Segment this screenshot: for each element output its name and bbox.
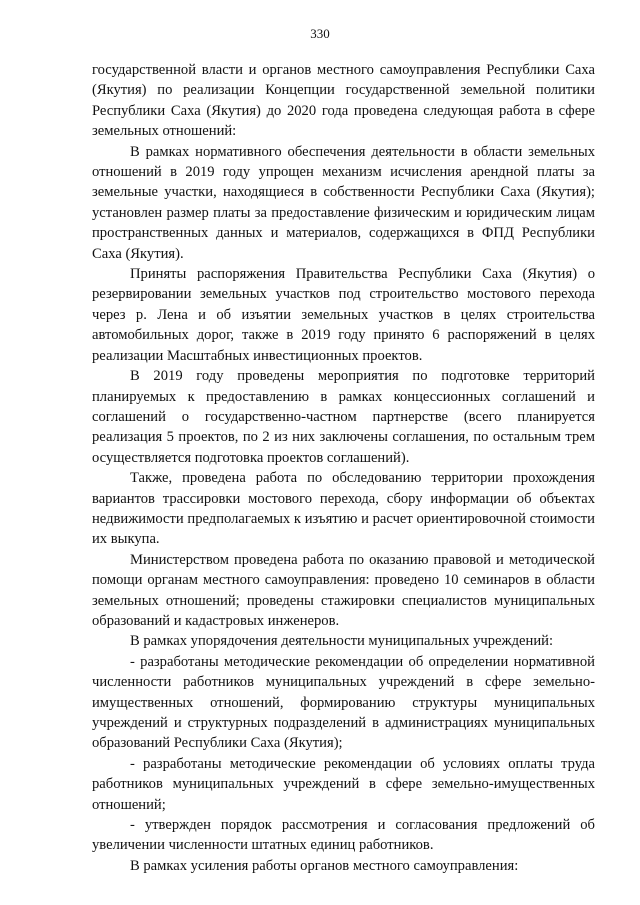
paragraph-concessions: В 2019 году проведены мероприятия по подготовке территорий планируемых к предоставлению в рамках концессионных соглашений и соглашений о государственно-частном партнерстве (всего планируется реализация 5 проектов, по 2 из них заключены соглашения, по остальным трем осуществляется подготовка проектов соглашений). <box>92 368 595 466</box>
paragraph-orders: Приняты распоряжения Правительства Республики Саха (Якутия) о резервировании земельных участков под строительство мостового перехода через р. Лена и об изъятии земельных участков в целях строительства автомобильных дорог, также в 2019 году принято 6 распоряжений в целях реализации Масштабных инвестиционных проектов. <box>92 266 595 364</box>
paragraph-ministry-help: Министерством проведена работа по оказанию правовой и методической помощи органам местного самоуправления: проведено 10 семинаров в области земельных отношений; проведены стажировки специалистов муниципальных образований и кадастровых инженеров. <box>92 551 595 629</box>
page-number: 330 <box>310 26 330 41</box>
paragraph-intro: государственной власти и органов местного самоуправления Республики Саха (Якутия) по реализации Концепции государственной земельной политики Республики Саха (Якутия) до 2020 года проведена следующая работа в сфере земельных отношений: <box>92 62 595 140</box>
list-item-pay-conditions: - разработаны методические рекомендации об условиях оплаты труда работников муниципальных учреждений в сфере земельно-имущественных отношений; <box>92 755 595 813</box>
paragraph-institutions-heading: В рамках упорядочения деятельности муниципальных учреждений: <box>130 633 553 650</box>
paragraph-normative: В рамках нормативного обеспечения деятельности в области земельных отношений в 2019 году упрощен механизм исчисления арендной платы за земельные участки, находящиеся в собственности Республики Саха (Якутия); установлен размер платы за предоставление физическим и юридическим лицам пространственных данных и материалов, содержащихся в ФПД Республики Саха (Якутия). <box>92 143 595 262</box>
list-item-staffing-norms: - разработаны методические рекомендации об определении нормативной численности работников муниципальных учреждений в сфере земельно-имущественных отношений, формированию структуры муниципальных учреждений и структурных подразделений в администрациях муниципальных образований Республики Саха (Якутия); <box>92 653 595 752</box>
paragraph-local-government-heading: В рамках усиления работы органов местного самоуправления: <box>130 857 519 874</box>
document-body <box>92 60 595 876</box>
paragraph-bridge-survey: Также, проведена работа по обследованию территории прохождения вариантов трассировки мостового перехода, сбору информации об объектах недвижимости предполагаемых к изъятию и расчет ориентировочной стоимости их выкупа. <box>92 470 595 548</box>
list-item-approval-procedure: - утвержден порядок рассмотрения и согласования предложений об увеличении численности штатных единиц работников. <box>92 817 595 854</box>
